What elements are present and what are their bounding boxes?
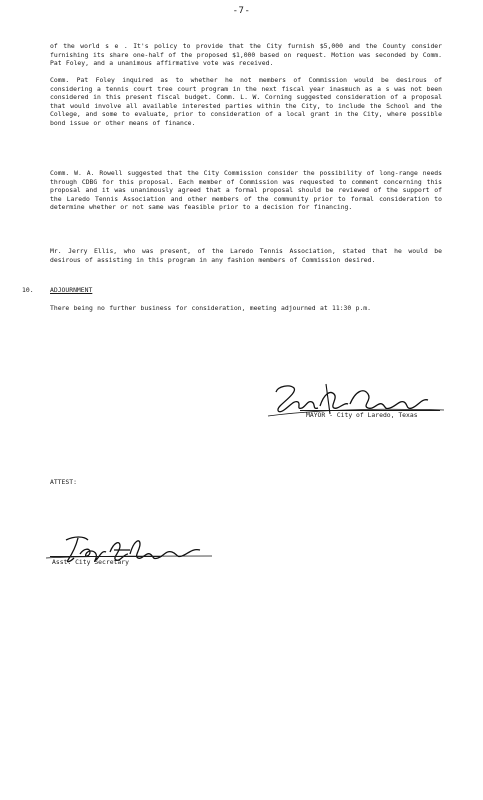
secretary-signature-line xyxy=(50,556,162,557)
section-title: ADJOURNMENT xyxy=(50,286,93,294)
paragraph-adjournment: There being no further business for consideration, meeting adjourned at 11:30 p.m. xyxy=(50,304,371,312)
paragraph-tennis-inquiry: Comm. Pat Foley inquired as to whether he not members of Commission would be desirous of considering a tennis court tree court program in the next fiscal year inasmuch as a s was not been considered in this present fiscal budget. Comm. L. W. Corning suggested consideration of a proposal that would involve all available interested parties within the City, to include the School and the College, and some to evaluate, prior to consideration of a local grant in the City, where possible bond issue or other means of finance. xyxy=(50,76,442,127)
mayor-caption: MAYOR - City of Laredo, Texas xyxy=(306,411,418,419)
section-number: 10. xyxy=(22,286,34,294)
paragraph-tennis-association: Mr. Jerry Ellis, who was present, of the Laredo Tennis Association, stated that he would be desirous of assisting in this program in any fashion members of Commission desired. xyxy=(50,247,442,264)
page-number: -7- xyxy=(232,6,251,16)
secretary-caption: Asst. City Secretary xyxy=(52,558,129,566)
paragraph-motion: of the world s e . It's policy to provide that the City furnish $5,000 and the County consider furnishing its share one-half of the proposed $1,000 based on request. Motion was seconded by Comm. Pat Foley, and a unanimous affirmative vote was received. xyxy=(50,42,442,67)
attest-label: ATTEST: xyxy=(50,478,77,486)
paragraph-cdbg-suggestion: Comm. W. A. Rowell suggested that the City Commission consider the possibility of long-range needs through CDBG for this proposal. Each member of Commission was requested to comment concerning this proposal and it was unanimously agreed that a formal proposal should be reviewed of the support of the Laredo Tennis Association and other members of the community prior to formal consideration to determine whether or not same was feasible prior to a decision for financing. xyxy=(50,169,442,211)
